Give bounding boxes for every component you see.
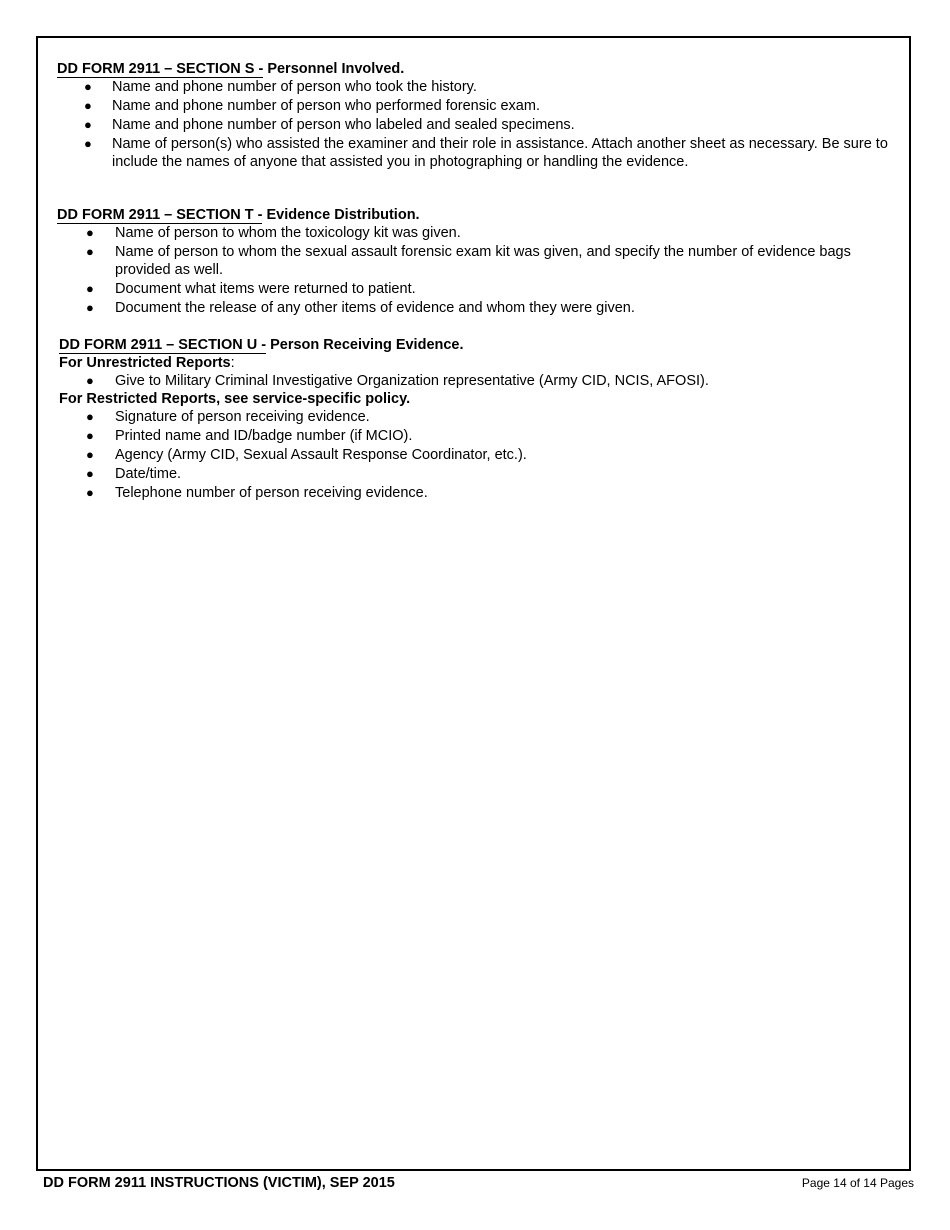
section-s [57, 60, 889, 171]
bullet-icon: ● [86, 244, 94, 259]
bullet-icon: ● [84, 136, 92, 151]
bullet-icon: ● [86, 466, 94, 481]
restricted-reports-label: For Restricted Reports, see service-specific policy. [59, 391, 411, 407]
unrestricted-reports-label: For Unrestricted Reports: [59, 355, 235, 371]
section-s-title: Personnel Involved. [267, 61, 405, 77]
section-u-code: DD FORM 2911 – SECTION U - [59, 337, 267, 353]
restricted-list [57, 408, 889, 502]
bullet-icon: ● [86, 428, 94, 443]
page-frame [36, 36, 911, 1171]
list-item: ● Name and phone number of person who labeled and sealed specimens. [84, 117, 575, 133]
list-item: ● Agency (Army CID, Sexual Assault Response Coordinator, etc.). [86, 447, 527, 463]
bullet-icon: ● [86, 225, 94, 240]
bullet-icon: ● [84, 117, 92, 132]
bullet-icon: ● [84, 79, 92, 94]
bullet-icon: ● [86, 447, 94, 462]
section-u [57, 336, 889, 502]
section-t-code: DD FORM 2911 – SECTION T - [57, 207, 263, 223]
section-t-list [57, 224, 889, 317]
list-item: ● Name of person to whom the toxicology kit was given. [86, 225, 461, 241]
list-item: ● Name and phone number of person who performed forensic exam. [84, 98, 540, 114]
bullet-icon: ● [86, 409, 94, 424]
footer-form-title: DD FORM 2911 INSTRUCTIONS (VICTIM), SEP 2015 [43, 1175, 395, 1191]
list-item: ● Name of person(s) who assisted the examiner and their role in assistance. Attach another sheet as necessary. Be sure to include the names of anyone that assisted you in photographing or handling the evidence. [84, 136, 888, 170]
bullet-icon: ● [86, 373, 94, 388]
bullet-icon: ● [84, 98, 92, 113]
section-t-heading [57, 206, 889, 224]
section-u-heading [57, 336, 889, 354]
list-item: ● Printed name and ID/badge number (if MCIO). [86, 428, 413, 444]
unrestricted-list [57, 372, 889, 390]
list-item: ● Document what items were returned to patient. [86, 281, 416, 297]
footer-page-info: Page 14 of 14 Pages [801, 1176, 914, 1190]
section-t [57, 206, 889, 317]
list-item: ● Give to Military Criminal Investigative Organization representative (Army CID, NCIS, AFOSI). [86, 373, 709, 389]
list-item: ● Name of person to whom the sexual assault forensic exam kit was given, and specify the number of evidence bags provided as well. [86, 244, 851, 278]
section-t-title: Evidence Distribution. [266, 207, 420, 223]
list-item: ● Telephone number of person receiving evidence. [86, 485, 428, 501]
list-item: ● Date/time. [86, 466, 182, 482]
section-u-title: Person Receiving Evidence. [270, 337, 464, 353]
section-s-heading [57, 60, 889, 78]
section-s-code: DD FORM 2911 – SECTION S - [57, 61, 264, 77]
bullet-icon: ● [86, 485, 94, 500]
list-item: ● Signature of person receiving evidence. [86, 409, 370, 425]
list-item: ● Document the release of any other items of evidence and whom they were given. [86, 300, 635, 316]
bullet-icon: ● [86, 300, 94, 315]
section-s-list [57, 78, 889, 171]
bullet-icon: ● [86, 281, 94, 296]
list-item: ● Name and phone number of person who took the history. [84, 79, 477, 95]
